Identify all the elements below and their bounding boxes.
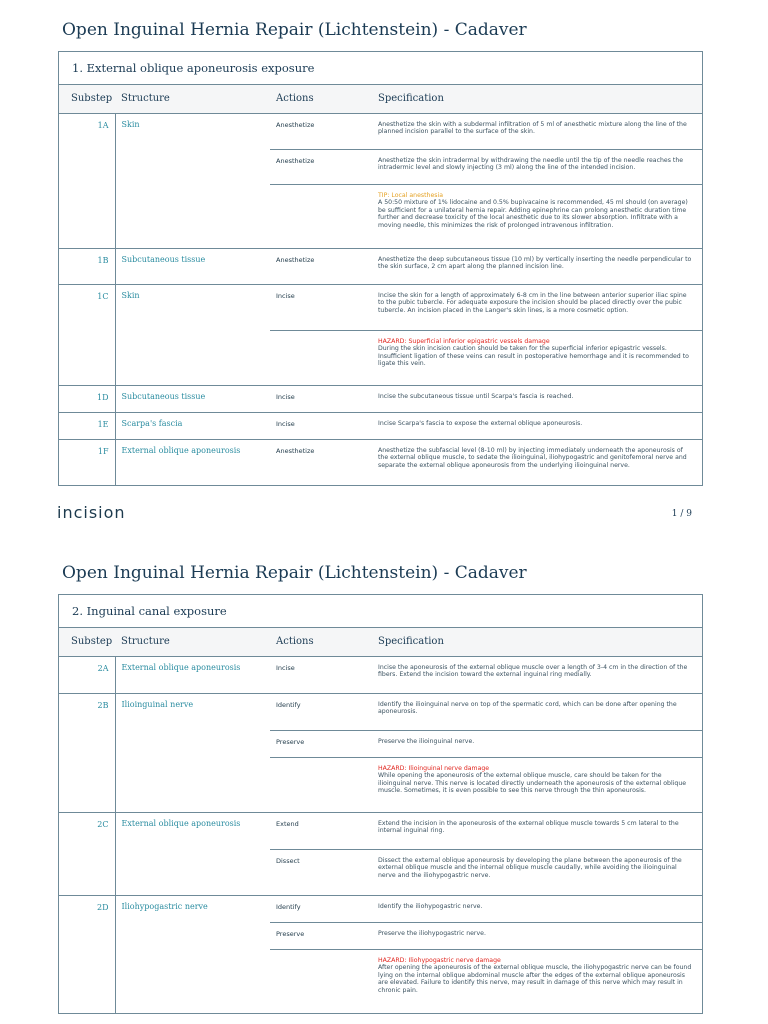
table-row xyxy=(59,248,702,284)
action-cell: Identify xyxy=(270,693,370,730)
action-cell: Incise xyxy=(270,385,370,412)
action-cell xyxy=(270,949,370,1013)
table-row xyxy=(59,385,702,412)
structure-cell: External oblique aponeurosis xyxy=(115,812,270,895)
page-number: 1 / 9 xyxy=(671,509,692,519)
action-cell: Identify xyxy=(270,895,370,922)
section-external-oblique-aponeurosis-exposure xyxy=(58,51,703,486)
structure-cell: Subcutaneous tissue xyxy=(115,248,270,284)
spec-cell: Identify the iliohypogastric nerve. xyxy=(370,895,702,922)
substep-cell: 2C xyxy=(59,812,115,895)
substep-cell: 1F xyxy=(59,439,115,485)
action-cell: Incise xyxy=(270,656,370,693)
structure-cell: External oblique aponeurosis xyxy=(115,656,270,693)
action-cell: Dissect xyxy=(270,849,370,895)
action-cell: Extend xyxy=(270,812,370,849)
tip-label: TIP: Local anesthesia xyxy=(378,191,444,199)
table-row xyxy=(59,812,702,849)
structure-cell: Iliohypogastric nerve xyxy=(121,901,208,911)
hazard-text: While opening the aponeurosis of the external oblique muscle, care should be taken for the ilioinguinal nerve. This nerve is located directly underneath the aponeurosis of the external oblique muscle. Sometimes, it is even possible to see this nerve through the thin aponeurosis. xyxy=(378,772,687,795)
structure-cell: Ilioinguinal nerve xyxy=(115,693,270,812)
header-actions: Actions xyxy=(270,85,370,113)
spec-cell: Incise the aponeurosis of the external oblique muscle over a length of 3-4 cm in the direction of the fibers. Extend the incision toward the external inguinal ring medially. xyxy=(370,656,702,693)
structure-cell: Skin xyxy=(115,113,270,248)
hazard-cell xyxy=(370,949,702,1013)
action-cell xyxy=(270,330,370,385)
structure-cell: Subcutaneous tissue xyxy=(115,385,270,412)
hazard-text: During the skin incision caution should be taken for the superficial inferior epigastric vessels. Insufficient ligation of these veins can result in postoperative hemorrhage and it is recommended to ligate this vein. xyxy=(378,345,689,368)
action-cell: Anesthetize xyxy=(270,248,370,284)
substep-cell: 1D xyxy=(59,385,115,412)
spec-cell: Preserve the ilioinguinal nerve. xyxy=(370,730,702,757)
table-row xyxy=(59,113,702,149)
page-title: Open Inguinal Hernia Repair (Lichtenstein) - Cadaver xyxy=(62,563,527,583)
structure-cell: Skin xyxy=(115,284,270,385)
table-header-row xyxy=(59,628,702,656)
steps-table xyxy=(59,85,702,485)
table-row xyxy=(59,693,702,730)
spec-cell: Incise the subcutaneous tissue until Scarpa's fascia is reached. xyxy=(370,385,702,412)
action-cell: Preserve xyxy=(270,922,370,949)
substep-cell: 2D xyxy=(59,895,115,1013)
hazard-label: HAZARD: Ilioinguinal nerve damage xyxy=(378,764,490,772)
spec-cell: Extend the incision in the aponeurosis of the external oblique muscle towards 5 cm lateral to the internal inguinal ring. xyxy=(370,812,702,849)
spec-cell: Incise the skin for a length of approximately 6-8 cm in the line between anterior superior iliac spine to the pubic tubercle. For adequate exposure the incision should be placed directly over the pubic tubercle. An incision placed in the Langer's skin lines, is a more cosmetic option. xyxy=(370,284,702,330)
hazard-label: HAZARD: Iliohypogastric nerve damage xyxy=(378,956,501,964)
hazard-cell xyxy=(370,757,702,812)
action-cell: Preserve xyxy=(270,730,370,757)
hazard-cell xyxy=(370,330,702,385)
header-substep: Substep xyxy=(59,628,115,656)
header-specification: Specification xyxy=(370,628,702,656)
hazard-label: HAZARD: Superficial inferior epigastric vessels damage xyxy=(378,337,550,345)
header-specification: Specification xyxy=(370,85,702,113)
substep-cell: 1C xyxy=(59,284,115,385)
spec-cell: Anesthetize the deep subcutaneous tissue (10 ml) by vertically inserting the needle perpendicular to the skin surface, 2 cm apart along the planned incision line. xyxy=(370,248,702,284)
steps-table xyxy=(59,628,702,1013)
action-cell: Incise xyxy=(270,412,370,439)
substep-cell: 1E xyxy=(59,412,115,439)
section-inguinal-canal-exposure xyxy=(58,594,703,1014)
incision-logo: incision xyxy=(57,503,126,522)
action-cell: Anesthetize xyxy=(270,113,370,149)
header-actions: Actions xyxy=(270,628,370,656)
section-title: 2. Inguinal canal exposure xyxy=(59,595,702,628)
action-cell: Anesthetize xyxy=(276,446,315,455)
section-title: 1. External oblique aponeurosis exposure xyxy=(59,52,702,85)
table-row xyxy=(59,412,702,439)
substep-cell: 1A xyxy=(59,113,115,248)
table-row xyxy=(59,284,702,330)
table-row xyxy=(59,656,702,693)
spec-cell: Preserve the iliohypogastric nerve. xyxy=(370,922,702,949)
page-title: Open Inguinal Hernia Repair (Lichtenstein) - Cadaver xyxy=(62,20,527,40)
table-header-row xyxy=(59,85,702,113)
action-cell xyxy=(270,184,370,248)
header-structure: Structure xyxy=(115,628,270,656)
spec-cell: Incise Scarpa's fascia to expose the external oblique aponeurosis. xyxy=(370,412,702,439)
spec-cell: Dissect the external oblique aponeurosis by developing the plane between the aponeurosis of the external oblique muscle and the internal oblique muscle caudally, while avoiding the ilioinguinal nerve and the iliohypogastric nerve. xyxy=(370,849,702,895)
spec-cell: Anesthetize the skin intradermal by withdrawing the needle until the tip of the needle reaches the intradermic level and slowly injecting (3 ml) along the line of the intended incision. xyxy=(370,149,702,184)
tip-text: A 50:50 mixture of 1% lidocaine and 0.5% bupivacaine is recommended, 45 ml should (on average) be sufficient for a unilateral hernia repair. Adding epinephrine can prolong anesthetic duration time further and decrease toxicity of the local anesthetic due to its slower absorption. Infiltrate with a moving needle, this minimizes the risk of prolonged intravenous infiltration. xyxy=(378,199,688,229)
substep-cell: 2B xyxy=(59,693,115,812)
action-cell: Incise xyxy=(270,284,370,330)
header-substep: Substep xyxy=(59,85,115,113)
substep-cell: 1B xyxy=(59,248,115,284)
hazard-text: After opening the aponeurosis of the external oblique muscle, the iliohypogastric nerve can be found lying on the internal oblique abdominal muscle after the edges of the external oblique aponeurosis are elevated. Failure to identify this nerve, may result in damage of this nerve which may result in chronic pain. xyxy=(378,964,692,994)
table-row xyxy=(59,895,702,922)
structure-cell: External oblique aponeurosis xyxy=(121,445,241,455)
header-structure: Structure xyxy=(115,85,270,113)
structure-cell: Scarpa's fascia xyxy=(115,412,270,439)
action-cell: Anesthetize xyxy=(270,149,370,184)
spec-cell: Anesthetize the skin with a subdermal infiltration of 5 ml of anesthetic mixture along the line of the planned incision parallel to the surface of the skin. xyxy=(370,113,702,149)
substep-cell: 2A xyxy=(59,656,115,693)
tip-cell xyxy=(370,184,702,248)
action-cell xyxy=(270,757,370,812)
table-row xyxy=(59,439,702,485)
spec-cell: Anesthetize the subfascial level (8-10 ml) by injecting immediately underneath the aponeurosis of the external oblique muscle, to sedate the ilioinguinal, iliohypogastric and genitofemoral nerve and separate the external oblique aponeurosis from the underlying ilioinguinal nerve. xyxy=(378,446,687,469)
spec-cell: Identify the ilioinguinal nerve on top of the spermatic cord, which can be done after opening the aponeurosis. xyxy=(370,693,702,730)
